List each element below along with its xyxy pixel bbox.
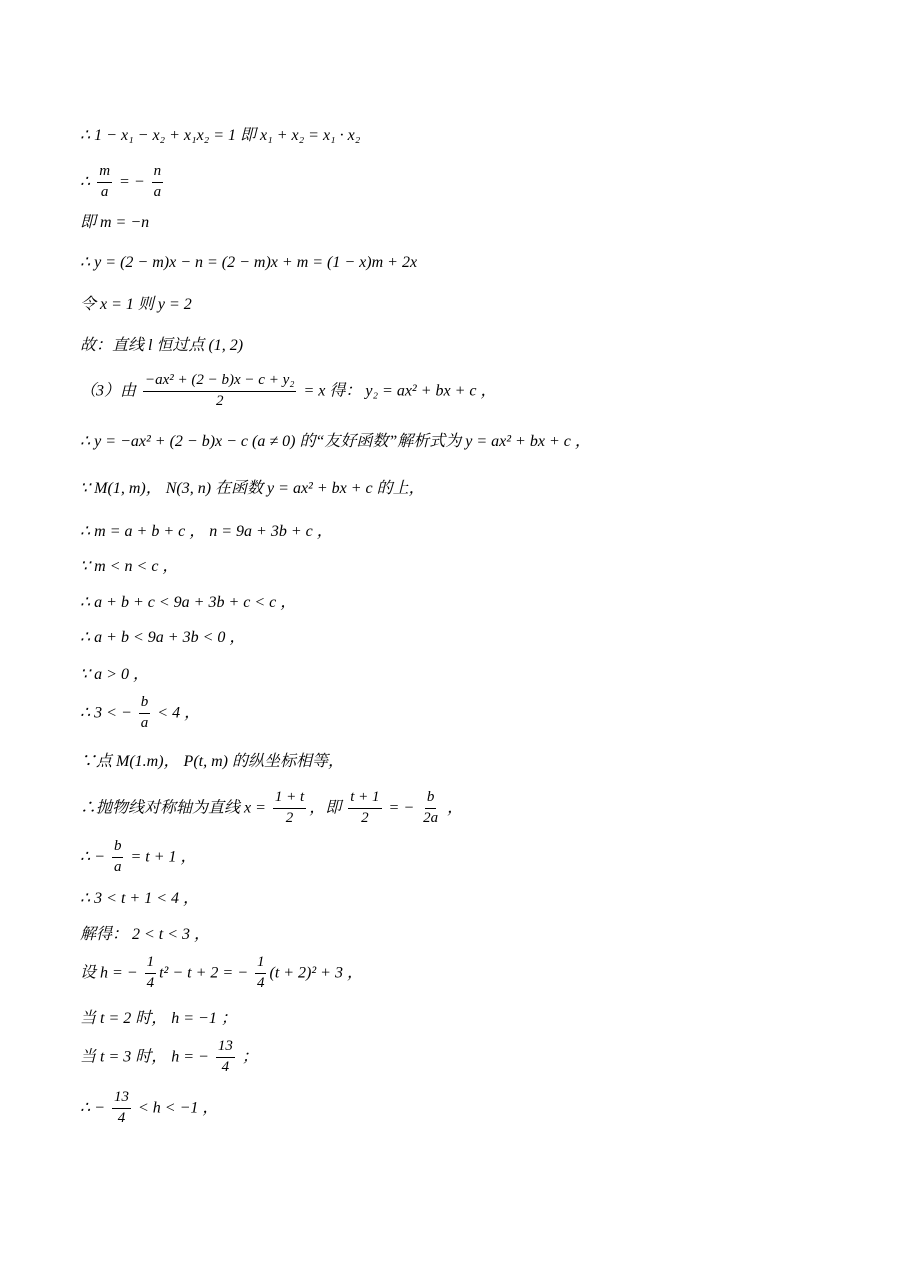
line-17 — [80, 790, 845, 827]
line-15-pre: ∴ 3 < − — [80, 704, 136, 722]
line-9-text: ∵ M(1, m)， N(3, n) 在函数 y = ax² + bx + c 的上， — [80, 480, 425, 497]
line-21-mid: t² − t + 2 = − — [159, 964, 252, 982]
line-3-text: 即 m = −n — [80, 214, 150, 231]
line-7-pre: （3）由 — [80, 382, 141, 400]
fraction-numerator: b — [425, 790, 437, 809]
line-2 — [80, 164, 845, 201]
line-6 — [80, 338, 845, 354]
line-20-text: 解得： 2 < t < 3 ， — [80, 926, 211, 943]
line-17-mid2: = − — [384, 799, 419, 817]
fraction-m-over-a — [97, 164, 112, 201]
line-16-text: ∵点 M(1.m)， P(t, m) 的纵坐标相等， — [80, 753, 344, 770]
fraction-1-plus-t-over-2 — [273, 790, 306, 827]
line-15 — [80, 695, 845, 732]
line-15-post: < 4 ， — [153, 704, 201, 722]
fraction-denominator: 2 — [285, 809, 294, 826]
fraction-b-over-a — [139, 695, 151, 732]
fraction-1-over-4 — [255, 955, 267, 992]
line-2-mid: = − — [115, 173, 149, 191]
fraction-expression — [143, 373, 296, 410]
line-17-post: ， — [443, 799, 464, 817]
fraction-numerator: −ax² + (2 − b)x − c + y₂ — [143, 373, 296, 392]
line-8-text: ∴ y = −ax² + (2 − b)x − c (a ≠ 0) 的“友好函数”解析式为 y = ax² + bx + c ， — [80, 433, 591, 450]
line-13 — [80, 630, 845, 646]
line-10-text: ∴ m = a + b + c ， n = 9a + 3b + c ， — [80, 523, 333, 540]
fraction-denominator: 4 — [117, 1109, 126, 1126]
fraction-denominator: a — [113, 858, 122, 875]
line-7-post: = x 得： y₂ = ax² + bx + c ， — [299, 382, 497, 400]
fraction-n-over-a — [152, 164, 164, 201]
line-1 — [80, 128, 845, 144]
fraction-numerator: b — [139, 695, 151, 714]
line-2-pre: ∴ — [80, 173, 95, 191]
line-5-text: 令 x = 1 则 y = 2 — [80, 296, 192, 313]
line-1-text: ∴ 1 − x₁ − x₂ + x₁x₂ = 1 即 x₁ + x₂ = x₁ · x₂ — [80, 127, 361, 144]
line-18-pre: ∴ − — [80, 848, 109, 866]
line-24-pre: ∴ − — [80, 1099, 109, 1117]
line-21-pre: 设 h = − — [80, 964, 142, 982]
line-19 — [80, 891, 845, 907]
fraction-numerator: t + 1 — [348, 790, 381, 809]
line-4 — [80, 255, 845, 271]
line-6-text: 故：直线 l 恒过点 (1, 2) — [80, 337, 244, 354]
line-16 — [80, 754, 845, 770]
fraction-13-over-4 — [112, 1090, 131, 1127]
line-19-text: ∴ 3 < t + 1 < 4 ， — [80, 890, 200, 907]
line-14 — [80, 667, 845, 683]
fraction-denominator: a — [100, 183, 109, 200]
line-24-post: < h < −1 ， — [133, 1099, 219, 1117]
line-7 — [80, 373, 845, 410]
line-18 — [80, 839, 845, 876]
fraction-denominator: 2a — [423, 809, 439, 826]
line-5 — [80, 297, 845, 313]
line-23-pre: 当 t = 3 时， h = − — [80, 1048, 213, 1066]
fraction-numerator: b — [112, 839, 124, 858]
fraction-denominator: 4 — [256, 974, 265, 991]
line-4-text: ∴ y = (2 − m)x − n = (2 − m)x + m = (1 − x)m + 2x — [80, 254, 418, 271]
fraction-numerator: 1 — [145, 955, 157, 974]
line-11 — [80, 559, 845, 575]
line-22-text: 当 t = 2 时， h = −1 ； — [80, 1010, 237, 1027]
fraction-denominator: 2 — [361, 809, 369, 826]
fraction-1-over-4 — [145, 955, 157, 992]
fraction-numerator: m — [97, 164, 112, 183]
fraction-t-plus-1-over-2 — [348, 790, 381, 827]
line-3 — [80, 215, 845, 231]
line-17-pre: ∴抛物线对称轴为直线 x = — [80, 799, 270, 817]
fraction-numerator: 1 + t — [273, 790, 306, 809]
fraction-denominator: a — [140, 714, 149, 731]
line-13-text: ∴ a + b < 9a + 3b < 0 ， — [80, 629, 246, 646]
fraction-numerator: 13 — [216, 1039, 235, 1058]
fraction-denominator: 4 — [146, 974, 155, 991]
fraction-denominator: 4 — [221, 1058, 230, 1075]
line-24 — [80, 1090, 845, 1127]
line-14-text: ∵ a > 0 ， — [80, 666, 149, 683]
fraction-b-over-2a — [421, 790, 440, 827]
line-20 — [80, 927, 845, 943]
line-12-text: ∴ a + b + c < 9a + 3b + c < c ， — [80, 594, 297, 611]
fraction-numerator: 13 — [112, 1090, 131, 1109]
line-11-text: ∵ m < n < c ， — [80, 558, 179, 575]
line-10 — [80, 524, 845, 540]
line-8 — [80, 434, 845, 450]
fraction-numerator: n — [152, 164, 164, 183]
fraction-denominator: a — [153, 183, 162, 200]
fraction-denominator: 2 — [215, 392, 224, 409]
line-12 — [80, 595, 845, 611]
line-22 — [80, 1011, 845, 1027]
fraction-numerator: 1 — [255, 955, 267, 974]
line-23 — [80, 1039, 845, 1076]
line-18-post: = t + 1 ， — [126, 848, 197, 866]
fraction-13-over-4 — [216, 1039, 235, 1076]
line-23-post: ； — [237, 1048, 258, 1066]
line-17-mid: ，即 — [309, 799, 346, 817]
line-21 — [80, 955, 845, 992]
line-9 — [80, 481, 845, 497]
fraction-b-over-a — [112, 839, 124, 876]
line-21-post: (t + 2)² + 3 ， — [269, 964, 363, 982]
